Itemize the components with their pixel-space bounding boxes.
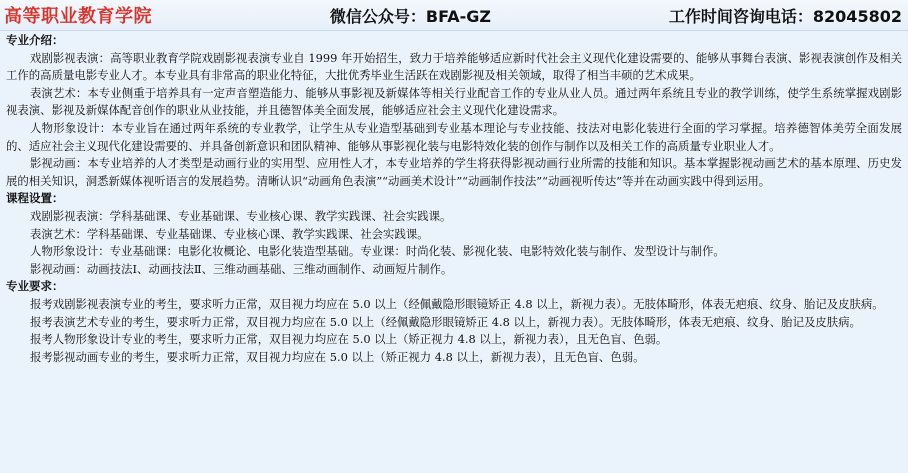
header-bar (0, 0, 908, 31)
intro-paragraph: 表演艺术：本专业侧重于培养具有一定声音塑造能力、能够从事影视及新媒体等相关行业配音工作的专业从业人员。通过两年系统且专业的教学训练，使学生系统掌握戏剧影视表演、影视及新媒体配音创作的职业从业技能，并且德智体美全面发展，能够适应社会主义现代化建设需求。 (6, 85, 902, 118)
requirement-item: 报考表演艺术专业的考生，要求听力正常，双目视力均应在 5.0 以上（经佩戴隐形眼镜矫正 4.8 以上，新视力表）。无肢体畸形，体表无疤痕、纹身、胎记及皮肤病。 (29, 314, 861, 329)
intro-title: 专业介绍： (6, 33, 64, 47)
school-name: 高等职业教育学院 (4, 6, 152, 27)
requirement-item: 报考戏剧影视表演专业的考生，要求听力正常，双目视力均应在 5.0 以上（经佩戴隐形眼镜矫正 4.8 以上，新视力表）。无肢体畸形，体表无疤痕、纹身、胎记及皮肤病。 (29, 296, 884, 311)
requirements-title: 专业要求： (6, 279, 64, 294)
intro-paragraph: 影视动画：本专业培养的人才类型是动画行业的实用型、应用性人才，本专业培养的学生将获得影视动画行业所需的技能和知识。基本掌握影视动画艺术的基本原理、历史发展的相关知识，洞悉新媒体视听语言的发展趋势。清晰认识“动画角色表演”“动画美术设计”“动画制作技法”“动画视听传达”等并在动画实践中得到运用。 (6, 156, 902, 188)
requirement-item: 报考影视动画专业的考生，要求听力正常，双目视力均应在 5.0 以上（矫正视力 4.8 以上，新视力表），且无色盲、色弱。 (29, 349, 645, 364)
requirement-item: 报考人物形象设计专业的考生，要求听力正常，双目视力均应在 5.0 以上（矫正视力 4.8 以上，新视力表），且无色盲、色弱。 (29, 332, 668, 347)
courses-title: 课程设置： (6, 191, 64, 206)
document-body (0, 31, 908, 366)
course-item: 影视动画：动画技法Ⅰ、动画技法Ⅱ、三维动画基础、三维动画制作、动画短片制作。 (29, 261, 453, 276)
course-item: 人物形象设计：专业基础课：电影化妆概论、电影化装造型基础。专业课：时尚化装、影视化装、电影特效化装与制作、发型设计与制作。 (29, 244, 725, 259)
consult-phone: 工作时间咨询电话：82045802 (668, 6, 902, 26)
course-item: 戏剧影视表演：学科基础课、专业基础课、专业核心课、教学实践课、社会实践课。 (29, 208, 452, 223)
intro-paragraph: 人物形象设计：本专业旨在通过两年系统的专业教学，让学生从专业造型基础到专业基本理论与专业技能、技法对电影化装进行全面的学习掌握。培养德智体美劳全面发展的、适应社会主义现代化建设需要的、并具备创新意识和团队精神、能够从事影视化装与电影特效化装的创作与制作以及相关工作的高质量专业职业人才。 (6, 120, 902, 153)
course-item: 表演艺术：学科基础课、专业基础课、专业核心课、教学实践课、社会实践课。 (29, 226, 429, 241)
wechat-account: 微信公众号：BFA-GZ (329, 6, 491, 26)
intro-paragraph: 戏剧影视表演：高等职业教育学院戏剧影视表演专业自 1999 年开始招生，致力于培养能够适应新时代社会主义现代化建设需要的、能够从事舞台表演、影视表演创作及相关工作的高质量电影专业人才。本专业具有非常高的职业化特征，大批优秀毕业生活跃在戏剧影视及相关领域，取得了相当丰硕的艺术成果。 (6, 50, 902, 83)
